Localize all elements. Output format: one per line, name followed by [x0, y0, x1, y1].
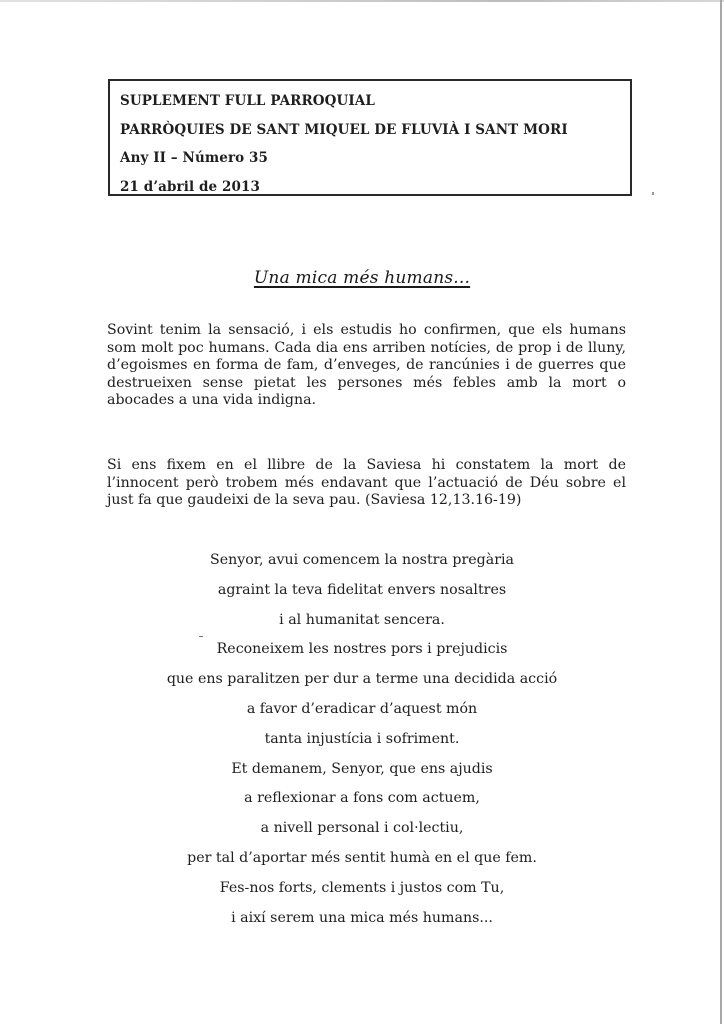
prayer-line: per tal d’aportar més sentit humà en el que fem.: [187, 849, 537, 866]
prayer-line: a nivell personal i col·lectiu,: [260, 820, 464, 837]
masthead-date: 21 d’abril de 2013: [120, 178, 260, 195]
scan-speck: [652, 192, 654, 195]
masthead-publication: SUPLEMENT FULL PARROQUIAL: [120, 93, 375, 109]
masthead-issue: Any II – Número 35: [120, 150, 269, 166]
article-title-wrapper: [0, 268, 724, 288]
prayer-line: que ens paralitzen per dur a terme una decidida acció: [166, 671, 558, 688]
intro-paragraph: [107, 322, 626, 410]
paragraph-text: Si ens fixem en el llibre de la Saviesa hi constatem la mort de l’innocent però trobem més endavant que l’actuació de Déu sobre el just fa que gaudeixi de la seva pau. (Saviesa 12,13.16-19): [107, 457, 626, 509]
prayer-line: Senyor, avui comencem la nostra pregària: [210, 552, 514, 568]
scan-top-edge: [0, 0, 724, 2]
prayer-line: agraint la teva fidelitat envers nosaltres: [217, 581, 507, 598]
prayer-line: Fes-nos forts, clements i justos com Tu,: [219, 879, 505, 896]
paragraph-text: Sovint tenim la sensació, i els estudis ho confirmen, que els humans som molt poc humans. Cada dia ens arriben notícies, de prop i de lluny, d’egoismes en forma de fam, d’enveges, de rancúnies i de guerres que destrueixen sense pietat les persones més febles amb la mort o abocades a una vida indigna.: [107, 322, 626, 409]
prayer: [0, 546, 724, 933]
prayer-line: i així serem una mica més humans...: [231, 909, 493, 926]
prayer-line: Reconeixem les nostres pors i prejudicis: [216, 641, 508, 658]
prayer-line: a reflexionar a fons com actuem,: [244, 790, 480, 807]
masthead-box: [108, 79, 632, 196]
prayer-line: i al humanitat sencera.: [279, 611, 445, 628]
prayer-line: tanta injustícia i sofriment.: [264, 730, 460, 747]
article-title: Una mica més humans...: [253, 268, 471, 288]
prayer-line: Et demanem, Senyor, que ens ajudis: [231, 760, 493, 777]
scripture-paragraph: [107, 457, 626, 510]
prayer-line: a favor d’eradicar d’aquest món: [246, 700, 478, 717]
masthead-parishes: PARRÒQUIES DE SANT MIQUEL DE FLUVIÀ I SANT MORI: [120, 121, 568, 138]
